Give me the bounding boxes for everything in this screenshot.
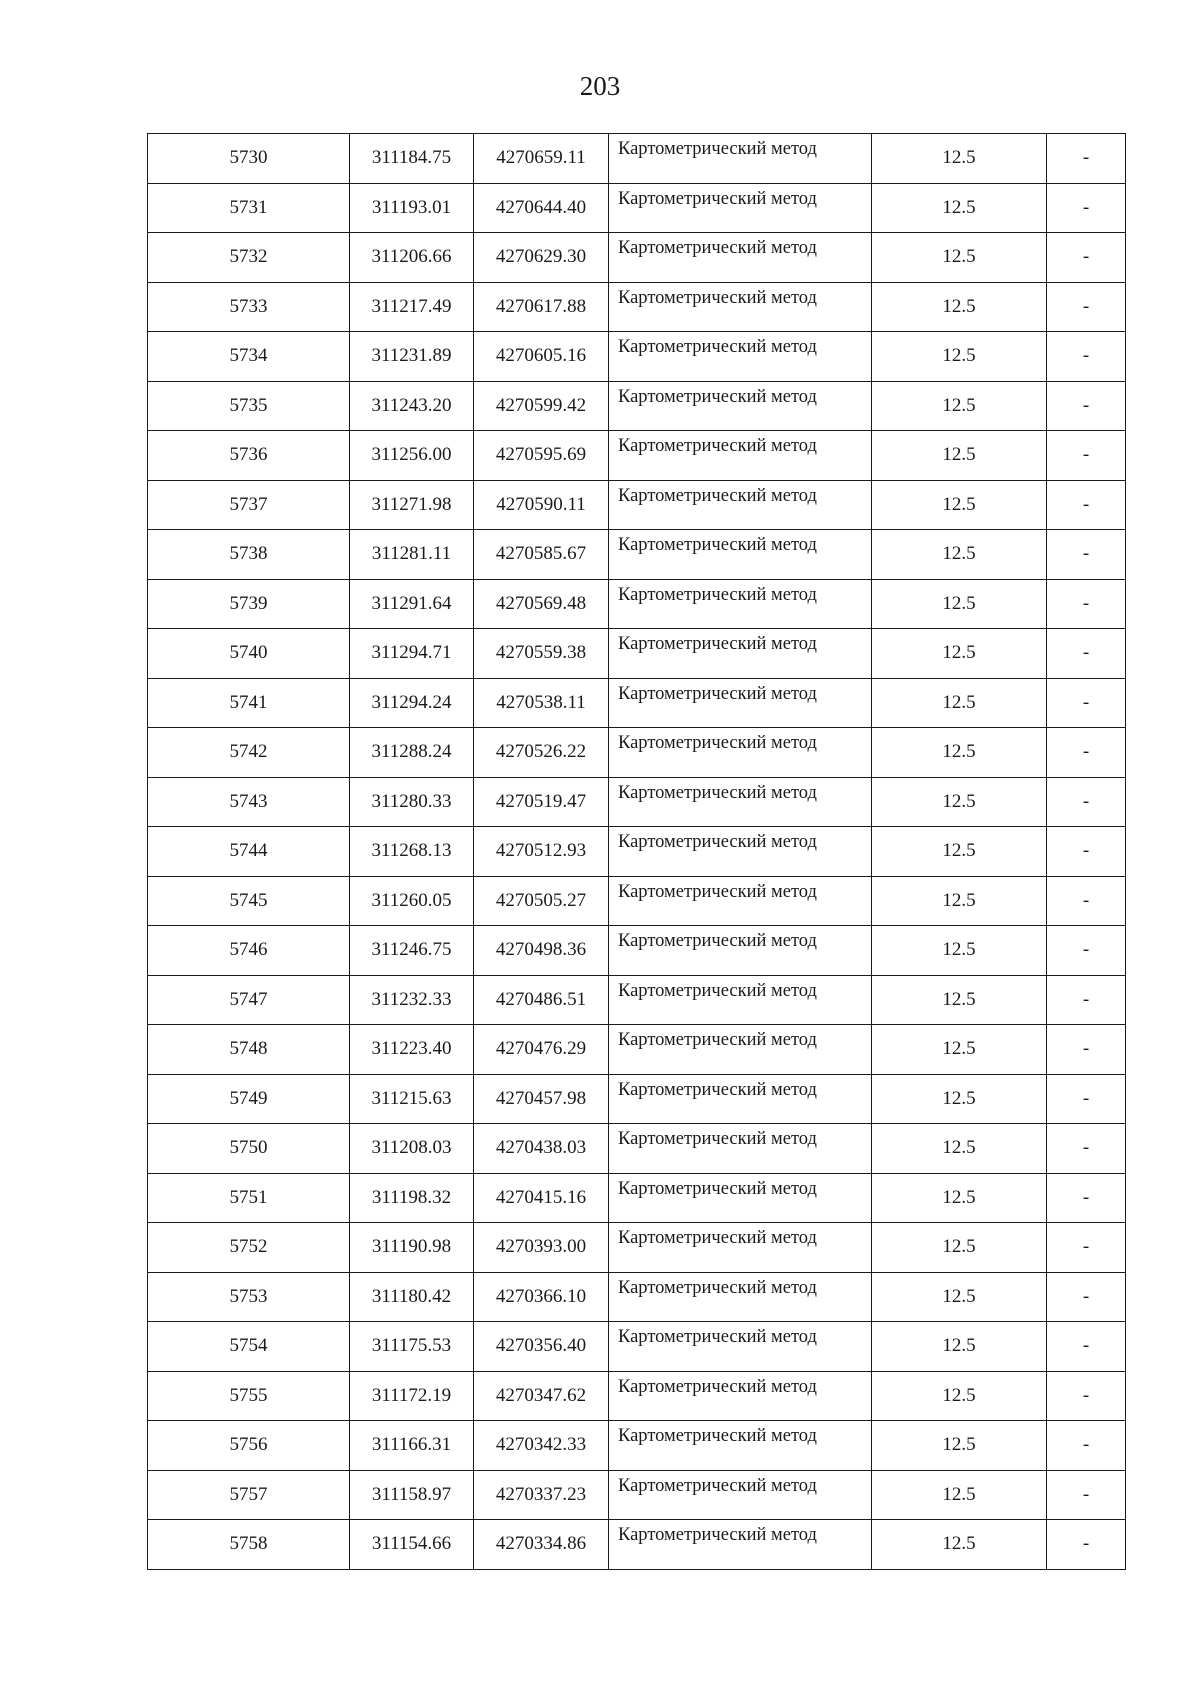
table-row <box>148 1371 1126 1421</box>
y-coordinate-cell: 4270486.51 <box>474 975 609 1025</box>
method-cell: Картометрический метод <box>609 183 872 233</box>
table-row <box>148 827 1126 877</box>
point-number-cell: 5743 <box>148 777 350 827</box>
method-cell: Картометрический метод <box>609 282 872 332</box>
y-coordinate-cell: 4270438.03 <box>474 1124 609 1174</box>
y-coordinate-cell: 4270617.88 <box>474 282 609 332</box>
point-number-cell: 5755 <box>148 1371 350 1421</box>
accuracy-cell: 12.5 <box>872 183 1047 233</box>
method-cell: Картометрический метод <box>609 332 872 382</box>
accuracy-cell: 12.5 <box>872 1074 1047 1124</box>
accuracy-cell: 12.5 <box>872 1470 1047 1520</box>
y-coordinate-cell: 4270457.98 <box>474 1074 609 1124</box>
note-cell: - <box>1047 1025 1126 1075</box>
y-coordinate-cell: 4270605.16 <box>474 332 609 382</box>
method-cell: Картометрический метод <box>609 1025 872 1075</box>
point-number-cell: 5734 <box>148 332 350 382</box>
x-coordinate-cell: 311271.98 <box>350 480 474 530</box>
point-number-cell: 5742 <box>148 728 350 778</box>
note-cell: - <box>1047 134 1126 184</box>
method-cell: Картометрический метод <box>609 1371 872 1421</box>
x-coordinate-cell: 311198.32 <box>350 1173 474 1223</box>
note-cell: - <box>1047 1520 1126 1570</box>
accuracy-cell: 12.5 <box>872 1223 1047 1273</box>
method-cell: Картометрический метод <box>609 876 872 926</box>
method-cell: Картометрический метод <box>609 1223 872 1273</box>
x-coordinate-cell: 311246.75 <box>350 926 474 976</box>
y-coordinate-cell: 4270526.22 <box>474 728 609 778</box>
note-cell: - <box>1047 1074 1126 1124</box>
method-cell: Картометрический метод <box>609 975 872 1025</box>
method-cell: Картометрический метод <box>609 1124 872 1174</box>
x-coordinate-cell: 311175.53 <box>350 1322 474 1372</box>
x-coordinate-cell: 311190.98 <box>350 1223 474 1273</box>
point-number-cell: 5741 <box>148 678 350 728</box>
note-cell: - <box>1047 827 1126 877</box>
table-row <box>148 1223 1126 1273</box>
x-coordinate-cell: 311294.71 <box>350 629 474 679</box>
table-row <box>148 975 1126 1025</box>
point-number-cell: 5736 <box>148 431 350 481</box>
note-cell: - <box>1047 530 1126 580</box>
x-coordinate-cell: 311256.00 <box>350 431 474 481</box>
point-number-cell: 5744 <box>148 827 350 877</box>
method-cell: Картометрический метод <box>609 1322 872 1372</box>
point-number-cell: 5750 <box>148 1124 350 1174</box>
note-cell: - <box>1047 332 1126 382</box>
method-cell: Картометрический метод <box>609 827 872 877</box>
table-row <box>148 480 1126 530</box>
note-cell: - <box>1047 381 1126 431</box>
accuracy-cell: 12.5 <box>872 926 1047 976</box>
y-coordinate-cell: 4270585.67 <box>474 530 609 580</box>
table-row <box>148 876 1126 926</box>
method-cell: Картометрический метод <box>609 233 872 283</box>
x-coordinate-cell: 311158.97 <box>350 1470 474 1520</box>
y-coordinate-cell: 4270337.23 <box>474 1470 609 1520</box>
table-row <box>148 1520 1126 1570</box>
x-coordinate-cell: 311231.89 <box>350 332 474 382</box>
note-cell: - <box>1047 1421 1126 1471</box>
point-number-cell: 5748 <box>148 1025 350 1075</box>
accuracy-cell: 12.5 <box>872 777 1047 827</box>
point-number-cell: 5751 <box>148 1173 350 1223</box>
point-number-cell: 5754 <box>148 1322 350 1372</box>
table-row <box>148 530 1126 580</box>
table-row <box>148 233 1126 283</box>
point-number-cell: 5746 <box>148 926 350 976</box>
y-coordinate-cell: 4270347.62 <box>474 1371 609 1421</box>
table-row <box>148 926 1126 976</box>
y-coordinate-cell: 4270512.93 <box>474 827 609 877</box>
table-row <box>148 777 1126 827</box>
note-cell: - <box>1047 926 1126 976</box>
table-row <box>148 1272 1126 1322</box>
accuracy-cell: 12.5 <box>872 1421 1047 1471</box>
note-cell: - <box>1047 629 1126 679</box>
table-row <box>148 1421 1126 1471</box>
x-coordinate-cell: 311215.63 <box>350 1074 474 1124</box>
method-cell: Картометрический метод <box>609 1421 872 1471</box>
table-row <box>148 381 1126 431</box>
note-cell: - <box>1047 1371 1126 1421</box>
method-cell: Картометрический метод <box>609 480 872 530</box>
accuracy-cell: 12.5 <box>872 1322 1047 1372</box>
note-cell: - <box>1047 431 1126 481</box>
accuracy-cell: 12.5 <box>872 1272 1047 1322</box>
y-coordinate-cell: 4270366.10 <box>474 1272 609 1322</box>
x-coordinate-cell: 311166.31 <box>350 1421 474 1471</box>
x-coordinate-cell: 311294.24 <box>350 678 474 728</box>
accuracy-cell: 12.5 <box>872 876 1047 926</box>
accuracy-cell: 12.5 <box>872 282 1047 332</box>
accuracy-cell: 12.5 <box>872 579 1047 629</box>
method-cell: Картометрический метод <box>609 431 872 481</box>
point-number-cell: 5740 <box>148 629 350 679</box>
x-coordinate-cell: 311280.33 <box>350 777 474 827</box>
table-body <box>148 134 1126 1570</box>
x-coordinate-cell: 311232.33 <box>350 975 474 1025</box>
point-number-cell: 5745 <box>148 876 350 926</box>
point-number-cell: 5756 <box>148 1421 350 1471</box>
x-coordinate-cell: 311223.40 <box>350 1025 474 1075</box>
table-row <box>148 678 1126 728</box>
note-cell: - <box>1047 1223 1126 1273</box>
note-cell: - <box>1047 1124 1126 1174</box>
method-cell: Картометрический метод <box>609 579 872 629</box>
method-cell: Картометрический метод <box>609 728 872 778</box>
accuracy-cell: 12.5 <box>872 728 1047 778</box>
table-row <box>148 1025 1126 1075</box>
method-cell: Картометрический метод <box>609 530 872 580</box>
x-coordinate-cell: 311208.03 <box>350 1124 474 1174</box>
x-coordinate-cell: 311268.13 <box>350 827 474 877</box>
accuracy-cell: 12.5 <box>872 134 1047 184</box>
x-coordinate-cell: 311243.20 <box>350 381 474 431</box>
note-cell: - <box>1047 777 1126 827</box>
x-coordinate-cell: 311184.75 <box>350 134 474 184</box>
note-cell: - <box>1047 233 1126 283</box>
y-coordinate-cell: 4270415.16 <box>474 1173 609 1223</box>
method-cell: Картометрический метод <box>609 134 872 184</box>
y-coordinate-cell: 4270393.00 <box>474 1223 609 1273</box>
point-number-cell: 5738 <box>148 530 350 580</box>
x-coordinate-cell: 311193.01 <box>350 183 474 233</box>
table-row <box>148 332 1126 382</box>
point-number-cell: 5747 <box>148 975 350 1025</box>
x-coordinate-cell: 311291.64 <box>350 579 474 629</box>
table-row <box>148 579 1126 629</box>
table-row <box>148 629 1126 679</box>
note-cell: - <box>1047 1470 1126 1520</box>
point-number-cell: 5749 <box>148 1074 350 1124</box>
note-cell: - <box>1047 678 1126 728</box>
accuracy-cell: 12.5 <box>872 827 1047 877</box>
method-cell: Картометрический метод <box>609 1074 872 1124</box>
page-number: 203 <box>579 71 621 101</box>
method-cell: Картометрический метод <box>609 1520 872 1570</box>
point-number-cell: 5730 <box>148 134 350 184</box>
y-coordinate-cell: 4270538.11 <box>474 678 609 728</box>
accuracy-cell: 12.5 <box>872 431 1047 481</box>
point-number-cell: 5752 <box>148 1223 350 1273</box>
y-coordinate-cell: 4270334.86 <box>474 1520 609 1570</box>
note-cell: - <box>1047 1173 1126 1223</box>
y-coordinate-cell: 4270342.33 <box>474 1421 609 1471</box>
y-coordinate-cell: 4270498.36 <box>474 926 609 976</box>
accuracy-cell: 12.5 <box>872 480 1047 530</box>
table-row <box>148 728 1126 778</box>
point-number-cell: 5758 <box>148 1520 350 1570</box>
y-coordinate-cell: 4270569.48 <box>474 579 609 629</box>
note-cell: - <box>1047 975 1126 1025</box>
point-number-cell: 5733 <box>148 282 350 332</box>
y-coordinate-cell: 4270595.69 <box>474 431 609 481</box>
x-coordinate-cell: 311281.11 <box>350 530 474 580</box>
point-number-cell: 5732 <box>148 233 350 283</box>
coordinates-table <box>147 133 1126 1570</box>
x-coordinate-cell: 311288.24 <box>350 728 474 778</box>
y-coordinate-cell: 4270590.11 <box>474 480 609 530</box>
accuracy-cell: 12.5 <box>872 530 1047 580</box>
method-cell: Картометрический метод <box>609 678 872 728</box>
method-cell: Картометрический метод <box>609 777 872 827</box>
table-row <box>148 1074 1126 1124</box>
point-number-cell: 5731 <box>148 183 350 233</box>
method-cell: Картометрический метод <box>609 381 872 431</box>
method-cell: Картометрический метод <box>609 1272 872 1322</box>
x-coordinate-cell: 311180.42 <box>350 1272 474 1322</box>
note-cell: - <box>1047 480 1126 530</box>
x-coordinate-cell: 311154.66 <box>350 1520 474 1570</box>
accuracy-cell: 12.5 <box>872 1124 1047 1174</box>
accuracy-cell: 12.5 <box>872 1025 1047 1075</box>
table-row <box>148 431 1126 481</box>
table-row <box>148 134 1126 184</box>
point-number-cell: 5739 <box>148 579 350 629</box>
point-number-cell: 5753 <box>148 1272 350 1322</box>
accuracy-cell: 12.5 <box>872 678 1047 728</box>
y-coordinate-cell: 4270599.42 <box>474 381 609 431</box>
point-number-cell: 5737 <box>148 480 350 530</box>
x-coordinate-cell: 311217.49 <box>350 282 474 332</box>
accuracy-cell: 12.5 <box>872 332 1047 382</box>
accuracy-cell: 12.5 <box>872 1371 1047 1421</box>
note-cell: - <box>1047 282 1126 332</box>
y-coordinate-cell: 4270519.47 <box>474 777 609 827</box>
y-coordinate-cell: 4270644.40 <box>474 183 609 233</box>
y-coordinate-cell: 4270476.29 <box>474 1025 609 1075</box>
table-row <box>148 1322 1126 1372</box>
accuracy-cell: 12.5 <box>872 233 1047 283</box>
x-coordinate-cell: 311172.19 <box>350 1371 474 1421</box>
method-cell: Картометрический метод <box>609 1173 872 1223</box>
y-coordinate-cell: 4270505.27 <box>474 876 609 926</box>
table-row <box>148 282 1126 332</box>
y-coordinate-cell: 4270559.38 <box>474 629 609 679</box>
accuracy-cell: 12.5 <box>872 1520 1047 1570</box>
table-row <box>148 1470 1126 1520</box>
note-cell: - <box>1047 1272 1126 1322</box>
note-cell: - <box>1047 728 1126 778</box>
y-coordinate-cell: 4270659.11 <box>474 134 609 184</box>
method-cell: Картометрический метод <box>609 926 872 976</box>
accuracy-cell: 12.5 <box>872 975 1047 1025</box>
point-number-cell: 5757 <box>148 1470 350 1520</box>
note-cell: - <box>1047 183 1126 233</box>
note-cell: - <box>1047 876 1126 926</box>
point-number-cell: 5735 <box>148 381 350 431</box>
accuracy-cell: 12.5 <box>872 1173 1047 1223</box>
x-coordinate-cell: 311260.05 <box>350 876 474 926</box>
note-cell: - <box>1047 579 1126 629</box>
table-row <box>148 1124 1126 1174</box>
table-row <box>148 1173 1126 1223</box>
y-coordinate-cell: 4270356.40 <box>474 1322 609 1372</box>
method-cell: Картометрический метод <box>609 629 872 679</box>
table-row <box>148 183 1126 233</box>
accuracy-cell: 12.5 <box>872 629 1047 679</box>
accuracy-cell: 12.5 <box>872 381 1047 431</box>
method-cell: Картометрический метод <box>609 1470 872 1520</box>
y-coordinate-cell: 4270629.30 <box>474 233 609 283</box>
note-cell: - <box>1047 1322 1126 1372</box>
x-coordinate-cell: 311206.66 <box>350 233 474 283</box>
